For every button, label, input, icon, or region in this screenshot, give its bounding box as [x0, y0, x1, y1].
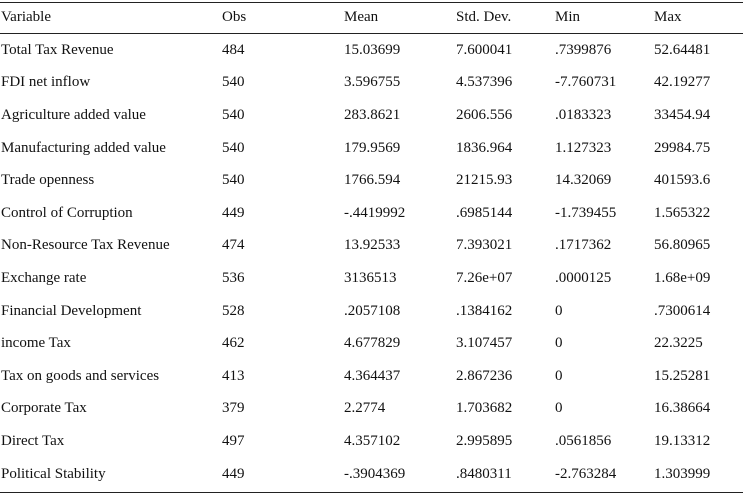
std-dev-cell: 7.26e+07 [456, 269, 513, 286]
min-cell: .0561856 [555, 432, 612, 449]
obs-cell: 379 [222, 400, 245, 417]
min-cell: 0 [555, 367, 563, 384]
table-row [0, 197, 743, 230]
max-cell: 15.25281 [654, 367, 711, 384]
std-dev-cell: 4.537396 [456, 74, 513, 91]
max-cell: 33454.94 [654, 106, 711, 123]
mean-cell: .2057108 [344, 302, 401, 319]
table-row [0, 327, 743, 360]
std-dev-cell: .1384162 [456, 302, 513, 319]
mean-cell: 3136513 [344, 269, 397, 286]
std-dev-cell: 7.600041 [456, 41, 513, 58]
std-dev-cell: 2.867236 [456, 367, 513, 384]
obs-cell: 540 [222, 139, 245, 156]
min-cell: -2.763284 [555, 465, 617, 482]
mean-cell: 3.596755 [344, 74, 401, 91]
obs-cell: 449 [222, 465, 245, 482]
table-row [0, 393, 743, 426]
variable-cell: Trade openness [1, 172, 95, 189]
variable-cell: Total Tax Revenue [1, 41, 114, 58]
max-cell: 1.303999 [654, 465, 711, 482]
table-row [0, 425, 743, 458]
mean-cell: 4.357102 [344, 432, 401, 449]
obs-cell: 540 [222, 74, 245, 91]
header-min: Min [555, 8, 581, 25]
header-std-dev: Std. Dev. [456, 8, 512, 25]
min-cell: 0 [555, 335, 563, 352]
std-dev-cell: .6985144 [456, 204, 513, 221]
table-row [0, 34, 743, 67]
max-cell: 1.565322 [654, 204, 711, 221]
mean-cell: 15.03699 [344, 41, 401, 58]
table-row [0, 230, 743, 263]
min-cell: .0000125 [555, 269, 612, 286]
obs-cell: 540 [222, 172, 245, 189]
table-row [0, 67, 743, 100]
obs-cell: 474 [222, 237, 245, 254]
table-body [0, 34, 743, 490]
obs-cell: 484 [222, 41, 245, 58]
header-variable: Variable [1, 8, 51, 25]
table-row [0, 360, 743, 393]
table-header [0, 0, 743, 34]
variable-cell: Financial Development [1, 302, 142, 319]
std-dev-cell: 3.107457 [456, 335, 513, 352]
mean-cell: 1766.594 [344, 172, 401, 189]
variable-cell: Exchange rate [1, 269, 87, 286]
variable-cell: Corporate Tax [1, 400, 87, 417]
min-cell: -1.739455 [555, 204, 617, 221]
variable-cell: Direct Tax [1, 432, 65, 449]
table-row [0, 458, 743, 491]
min-cell: 0 [555, 302, 563, 319]
header-obs: Obs [222, 8, 247, 25]
std-dev-cell: 1.703682 [456, 400, 513, 417]
std-dev-cell: 2.995895 [456, 432, 513, 449]
min-cell: .0183323 [555, 106, 612, 123]
bottom-rule [0, 492, 743, 493]
mean-cell: 179.9569 [344, 139, 401, 156]
table-row [0, 262, 743, 295]
obs-cell: 528 [222, 302, 245, 319]
max-cell: 16.38664 [654, 400, 711, 417]
max-cell: .7300614 [654, 302, 711, 319]
max-cell: 401593.6 [654, 172, 711, 189]
min-cell: -7.760731 [555, 74, 617, 91]
min-cell: .7399876 [555, 41, 612, 58]
std-dev-cell: 1836.964 [456, 139, 513, 156]
variable-cell: Manufacturing added value [1, 139, 166, 156]
max-cell: 19.13312 [654, 432, 711, 449]
variable-cell: Political Stability [1, 465, 106, 482]
max-cell: 56.80965 [654, 237, 711, 254]
mean-cell: -.3904369 [344, 465, 406, 482]
obs-cell: 413 [222, 367, 245, 384]
mean-cell: -.4419992 [344, 204, 406, 221]
std-dev-cell: 21215.93 [456, 172, 513, 189]
table-row [0, 295, 743, 328]
max-cell: 52.64481 [654, 41, 711, 58]
mean-cell: 13.92533 [344, 237, 401, 254]
variable-cell: income Tax [1, 335, 71, 352]
min-cell: 14.32069 [555, 172, 612, 189]
obs-cell: 462 [222, 335, 245, 352]
max-cell: 42.19277 [654, 74, 711, 91]
variable-cell: Non-Resource Tax Revenue [1, 237, 170, 254]
obs-cell: 449 [222, 204, 245, 221]
header-row [0, 0, 743, 34]
header-mean: Mean [344, 8, 379, 25]
header-max: Max [654, 8, 682, 25]
table-row [0, 164, 743, 197]
min-cell: .1717362 [555, 237, 612, 254]
table-row [0, 99, 743, 132]
obs-cell: 497 [222, 432, 245, 449]
min-cell: 0 [555, 400, 563, 417]
mean-cell: 2.2774 [344, 400, 386, 417]
obs-cell: 540 [222, 106, 245, 123]
variable-cell: Control of Corruption [1, 204, 133, 221]
std-dev-cell: .8480311 [456, 465, 512, 482]
min-cell: 1.127323 [555, 139, 612, 156]
std-dev-cell: 2606.556 [456, 106, 513, 123]
max-cell: 29984.75 [654, 139, 711, 156]
variable-cell: FDI net inflow [1, 74, 91, 91]
mean-cell: 4.364437 [344, 367, 401, 384]
std-dev-cell: 7.393021 [456, 237, 513, 254]
mean-cell: 4.677829 [344, 335, 401, 352]
max-cell: 1.68e+09 [654, 269, 711, 286]
variable-cell: Tax on goods and services [1, 367, 160, 384]
obs-cell: 536 [222, 269, 245, 286]
mean-cell: 283.8621 [344, 106, 401, 123]
variable-cell: Agriculture added value [1, 106, 146, 123]
max-cell: 22.3225 [654, 335, 703, 352]
table-row [0, 132, 743, 165]
